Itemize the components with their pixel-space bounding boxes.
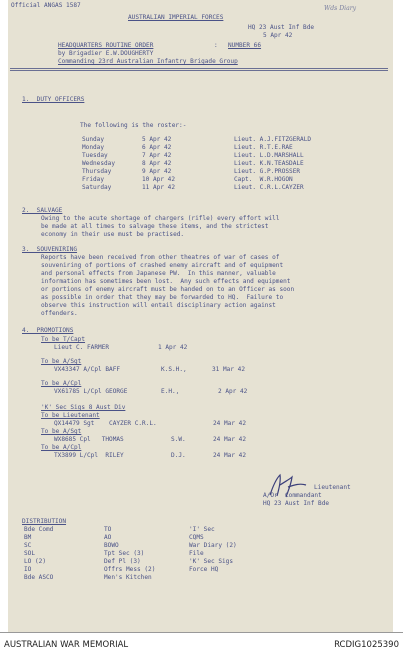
archive-footer [0,632,403,654]
archive-name: AUSTRALIAN WAR MEMORIAL [4,640,129,650]
promotion-grade: To be A/Sgt [41,358,82,365]
promotion-initials: K.S.H., [161,366,187,373]
roster-officer: Lieut. R.T.E.RAE [234,144,293,151]
distribution-item: AO [104,534,112,541]
promotion-date: 24 Mar 42 [213,436,247,443]
promotion-grade: To be A/Cpl [41,444,82,451]
roster-date: 5 Apr 42 [142,136,172,143]
promotion-date: 24 Mar 42 [213,420,247,427]
distribution-item: SC [24,542,32,549]
order-colon: : [214,42,218,49]
header-rule-2 [10,70,388,71]
promotion-name: TX3899 L/Cpl RILEY [54,452,124,459]
section-promotions-heading: 4. PROMOTIONS [22,327,74,334]
distribution-heading: DISTRIBUTION [22,518,67,525]
souveniring-line: information has sometimes been lost. Any such effects and equipment [41,278,291,285]
salvage-line: be made at all times to salvage these items, and the strictest [41,223,269,230]
roster-day: Tuesday [82,152,108,159]
promotion-name: VX61785 L/Cpl GEORGE [54,388,128,395]
roster-date: 6 Apr 42 [142,144,172,151]
distribution-item: File [189,550,204,557]
souveniring-line: souveniring of portions of crashed enemy aircraft and of equipment [41,262,284,269]
roster-officer: Lieut. L.D.MARSHALL [234,152,304,159]
distribution-item: BM [24,534,32,541]
souveniring-line: observe this instruction will entail disciplinary action against [41,302,276,309]
distribution-item: War Diary (2) [189,542,237,549]
signatory-rank: Lieutenant [314,484,351,491]
roster-officer: Lieut. C.R.L.CAYZER [234,184,304,191]
signatory-appointment: A/Or Commandant [263,492,322,499]
classification-mark: Official ANGAS 1587 [11,2,81,9]
promotion-date: 2 Apr 42 [218,388,248,395]
roster-date: 7 Apr 42 [142,152,172,159]
roster-officer: Lieut. G.P.PROSSER [234,168,301,175]
section-unit-heading: 'K' Sec Sigs 8 Aust Div [41,404,126,411]
promotion-initials: E.H., [161,388,180,395]
distribution-item: TO [104,526,112,533]
promotion-name: QX14479 Sgt CAYZER C.R.L. [54,420,157,427]
distribution-item: 'I' Sec [189,526,215,533]
roster-date: 8 Apr 42 [142,160,172,167]
roster-day: Wednesday [82,160,116,167]
promotion-date: 1 Apr 42 [158,344,188,351]
souveniring-line: as possible in order that they may be forwarded to HQ. Failure to [41,294,284,301]
roster-day: Monday [82,144,105,151]
distribution-item: LO (2) [24,558,47,565]
salvage-line: Owing to the acute shortage of chargers (rifle) every effort will [41,215,280,222]
promotion-date: 31 Mar 42 [212,366,246,373]
signatory-unit: HQ 23 Aust Inf Bde [263,500,330,507]
order-date: 5 Apr 42 [263,32,293,39]
section-souveniring-heading: 3. SOUVENIRING [22,246,78,253]
promotion-grade: To be Lieutenant [41,412,100,419]
distribution-item: Men's Kitchen [104,574,152,581]
promotion-date: 24 Mar 42 [213,452,247,459]
order-number: NUMBER 66 [228,42,262,49]
distribution-item: Def Pl (3) [104,558,141,565]
souveniring-line: offenders. [41,310,78,317]
distribution-item: Bde ASCO [24,574,54,581]
souveniring-line: Reports have been received from other theatres of war of cases of [41,254,280,261]
souveniring-line: and personal effects from Japanese PW. In this manner, valuable [41,270,276,277]
distribution-item: Offrs Mess (2) [104,566,156,573]
roster-officer: Lieut. A.J.FITZGERALD [234,136,312,143]
command-line: Commanding 23rd Australian Infantry Brigade Group [58,58,238,65]
distribution-item: Force HQ [189,566,219,573]
handwritten-note: Wds Diary [324,5,357,12]
roster-day: Sunday [82,136,105,143]
salvage-line: economy in their use must be practised. [41,231,185,238]
promotion-name: Lieut C. FARMER [54,344,110,351]
roster-intro: The following is the roster:- [80,122,187,129]
distribution-item: 'K' Sec Sigs [189,558,234,565]
promotion-name: VX43347 A/Cpl BAFF [54,366,121,373]
promotion-initials: D.J. [171,452,186,459]
distribution-item: Tpt Sec (3) [104,550,145,557]
roster-officer: Lieut. K.N.TEASDALE [234,160,304,167]
roster-day: Thursday [82,168,112,175]
roster-date: 9 Apr 42 [142,168,172,175]
force-title: AUSTRALIAN IMPERIAL FORCES [128,14,224,21]
distribution-item: CQMS [189,534,204,541]
promotion-grade: To be A/Sgt [41,428,82,435]
header-rule [10,68,388,69]
roster-date: 10 Apr 42 [142,176,176,183]
roster-date: 11 Apr 42 [142,184,176,191]
document-page [8,0,393,632]
roster-day: Friday [82,176,105,183]
promotion-initials: S.W. [171,436,186,443]
roster-officer: Capt. W.R.HOGON [234,176,293,183]
distribution-item: BOWO [104,542,119,549]
souveniring-line: or portions of enemy aircraft must be handed on to an Officer as soon [41,286,295,293]
order-title: HEADQUARTERS ROUTINE ORDER [58,42,154,49]
section-duty-officers-heading: 1. DUTY OFFICERS [22,96,85,103]
archive-reference: RCDIG1025390 [334,640,399,650]
by-line: by Brigadier E.W.DOUGHERTY [58,50,154,57]
section-salvage-heading: 2. SALVAGE [22,207,63,214]
office-line: HQ 23 Aust Inf Bde [248,24,315,31]
roster-day: Saturday [82,184,112,191]
promotion-name: WX8685 Cpl THOMAS [54,436,124,443]
distribution-item: IO [24,566,32,573]
distribution-item: Bde Comd [24,526,54,533]
promotion-grade: To be T/Capt [41,336,86,343]
distribution-item: SOL [24,550,36,557]
promotion-grade: To be A/Cpl [41,380,82,387]
